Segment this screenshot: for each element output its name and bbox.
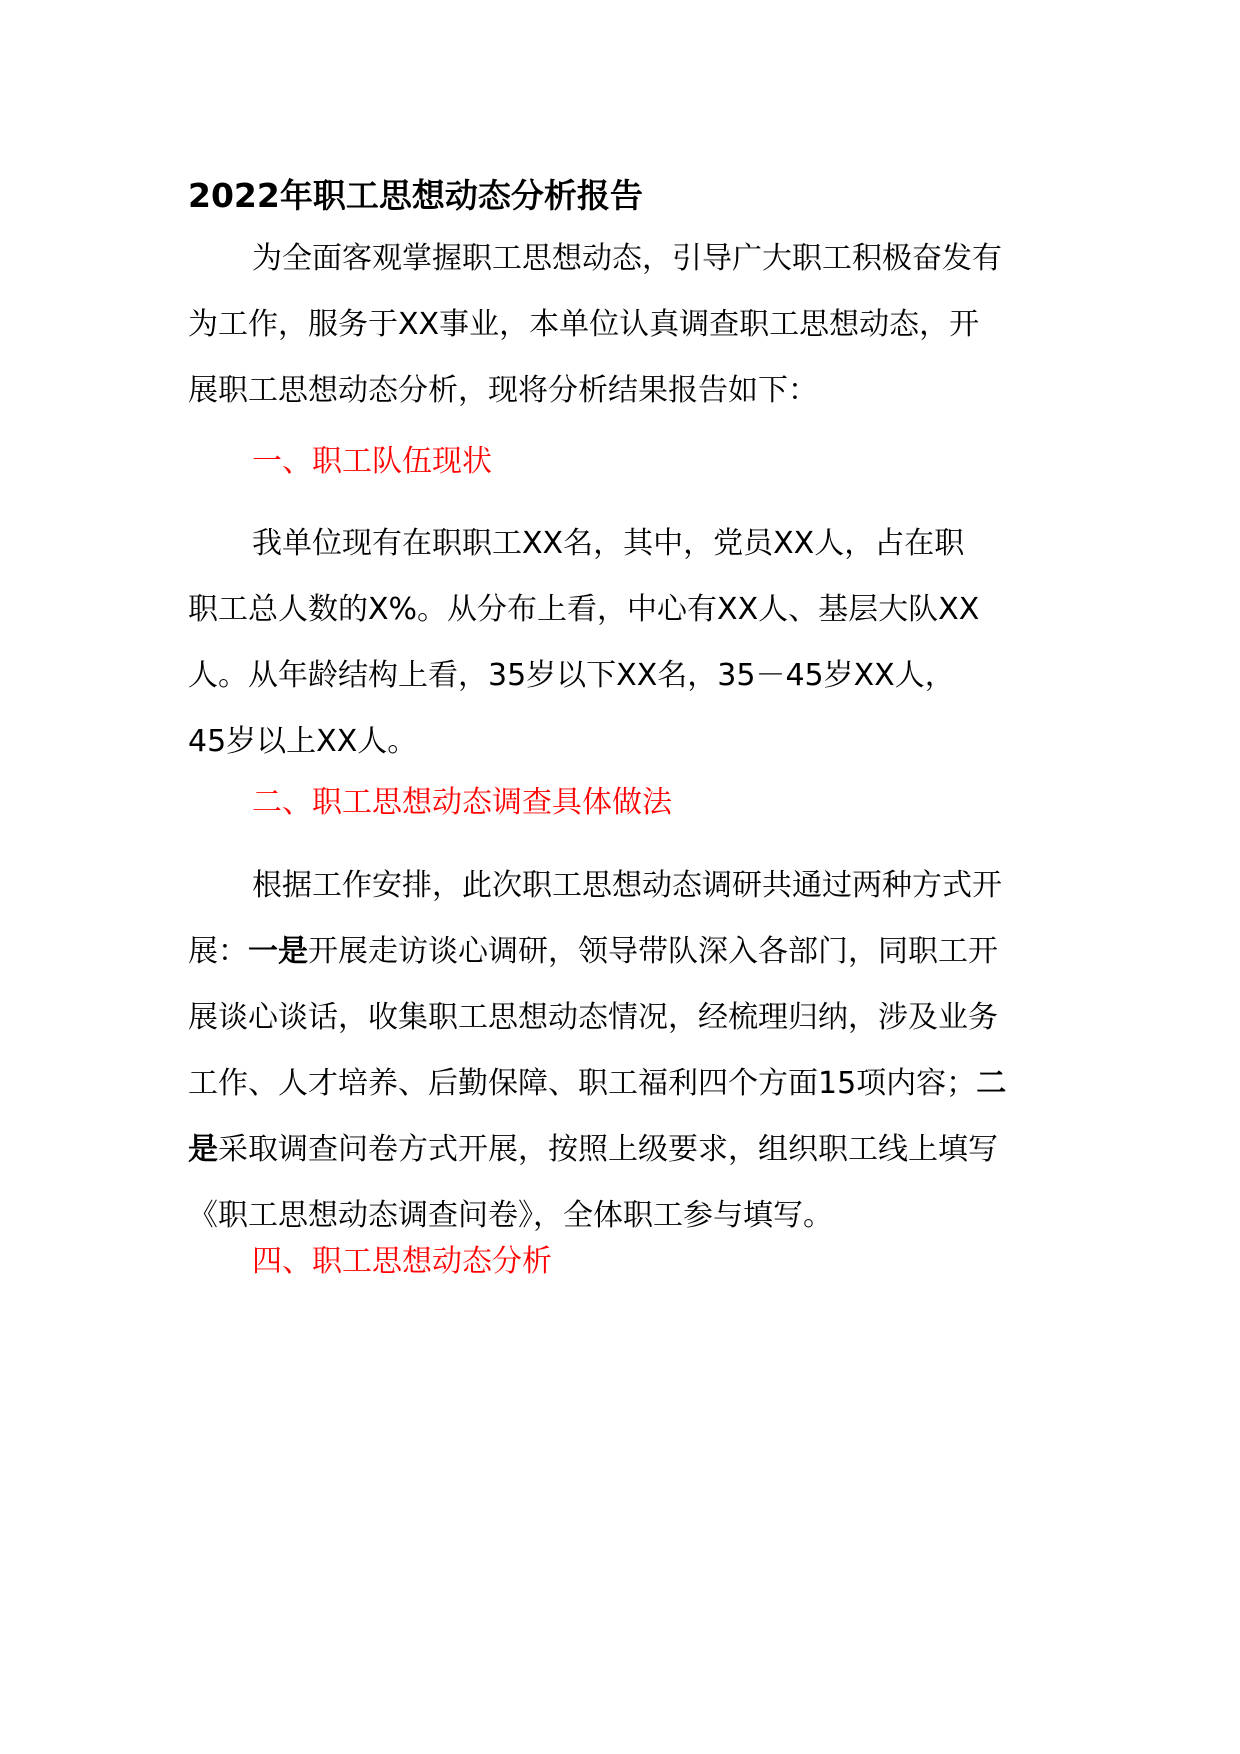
section-2-line-2 [188, 919, 1058, 985]
section-2-line-5-rest: 采取调查问卷方式开展，按照上级要求，组织职工线上填写 [218, 1132, 998, 1167]
method-one-label: 一是 [248, 934, 308, 969]
section-4-heading: 四、职工思想动态分析 [252, 1244, 552, 1279]
intro-line-3: 展职工思想动态分析，现将分析结果报告如下： [188, 373, 818, 408]
section-2-line-4 [188, 1051, 1058, 1117]
section-1-line-3: 人。从年龄结构上看，35岁以下XX名，35－45岁XX人， [188, 658, 955, 693]
section-2-heading: 二、职工思想动态调查具体做法 [252, 785, 672, 820]
section-2-line-1: 根据工作安排，此次职工思想动态调研共通过两种方式开 [252, 868, 1002, 903]
section-2-line-4-text: 工作、人才培养、后勤保障、职工福利四个方面15项内容； [188, 1066, 977, 1101]
section-2-line-5 [188, 1117, 1058, 1183]
section-1-line-4: 45岁以上XX人。 [188, 724, 418, 759]
section-1-paragraph [188, 511, 1058, 775]
section-1-line-2: 职工总人数的X%。从分布上看，中心有XX人、基层大队XX [188, 592, 980, 627]
section-2-line-2-prefix: 展： [188, 934, 248, 969]
section-2-line-3: 展谈心谈话，收集职工思想动态情况，经梳理归纳，涉及业务 [188, 1000, 998, 1035]
section-1-line-1: 我单位现有在职职工XX名，其中，党员XX人，占在职 [252, 526, 965, 561]
section-2-line-6: 《职工思想动态调查问卷》，全体职工参与填写。 [188, 1198, 833, 1233]
intro-line-1: 为全面客观掌握职工思想动态，引导广大职工积极奋发有 [252, 241, 1002, 276]
document-title: 2022年职工思想动态分析报告 [188, 176, 643, 215]
method-two-label-part-1: 二 [976, 1066, 1007, 1101]
section-2-line-2-rest: 开展走访谈心调研，领导带队深入各部门，同职工开 [308, 934, 998, 969]
intro-line-2: 为工作，服务于XX事业，本单位认真调查职工思想动态，开 [188, 307, 980, 342]
intro-paragraph [188, 226, 1058, 424]
section-2-paragraph [188, 853, 1058, 1249]
method-two-label-part-2: 是 [188, 1132, 218, 1167]
section-1-heading: 一、职工队伍现状 [252, 444, 492, 479]
